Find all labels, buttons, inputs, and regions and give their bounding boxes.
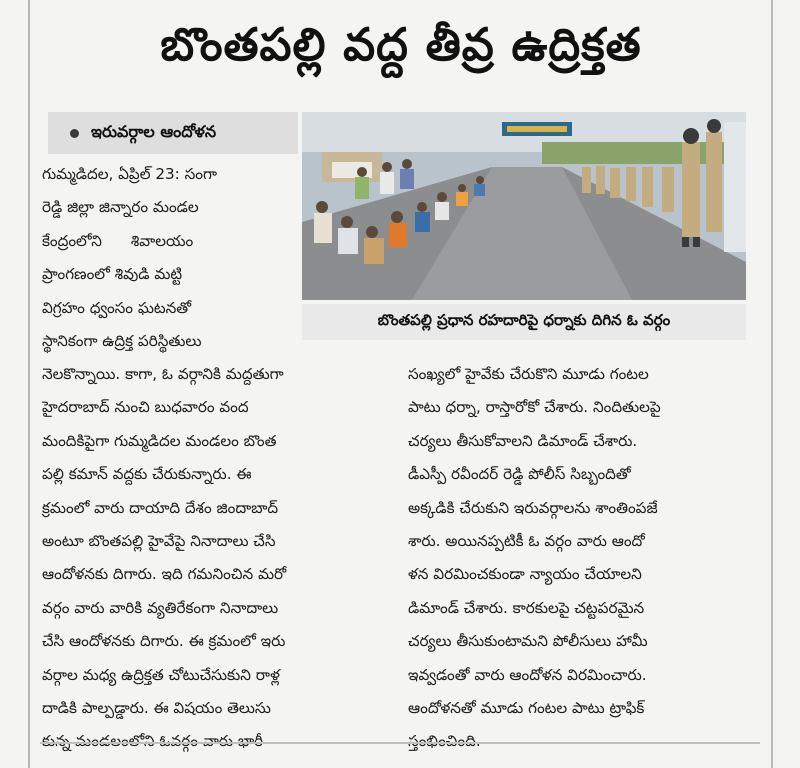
text-line: వర్గాల మధ్య ఉద్రిక్తత చోటుచేసుకుని రాళ్ల <box>42 665 280 684</box>
news-photo <box>302 112 746 300</box>
text-line: శారు. అయినప్పటికీ ఓ వర్గం వారు ఆందో <box>408 531 645 550</box>
text-line: చేసి ఆందోళనకు దిగారు. ఈ క్రమంలో ఇరు <box>42 632 286 651</box>
text-line: డీఎస్పీ రవీందర్ రెడ్డి పోలీస్ సిబ్బందితో <box>408 465 631 484</box>
photo-caption: బొంతపల్లి ప్రధాన రహదారిపై ధర్నాకు దిగిన ఓ వర్గం <box>302 304 746 340</box>
left-column-rule <box>28 0 30 768</box>
text-line: స్థానికంగా ఉద్రిక్త పరిస్థితులు <box>42 331 202 350</box>
text-line: హైదరాబాద్ నుంచి బుధవారం వంద <box>42 398 249 417</box>
right-column-rule <box>771 0 773 768</box>
article-column-1-top <box>42 158 298 358</box>
text-line: డిమాండ్ చేశారు. కారకులపై చట్టపరమైన <box>408 598 645 617</box>
text-line: వర్గం వారు వారికి వ్యతిరేకంగా నినాదాలు <box>42 598 279 617</box>
text-line: విగ్రహం ధ్వంసం ఘటనతో <box>42 298 192 317</box>
text-line: పాటు ధర్నా, రాస్తారోకో చేశారు. నిందితులపై <box>408 398 661 417</box>
text-line: ళన విరమించకుండా న్యాయం చేయాలని <box>408 565 642 584</box>
text-line: నెలకొన్నాయి. కాగా, ఓ వర్గానికి మద్దతుగా <box>42 365 284 383</box>
text-line: కేంద్రంలోని శివాలయం <box>42 231 194 250</box>
text-line: చర్యలు తీసుకోవాలని డిమాండ్ చేశారు. <box>408 431 638 450</box>
text-line: రెడ్డి జిల్లా జిన్నారం మండల <box>42 198 199 217</box>
text-line: అంటూ బొంతపల్లి హైవేపై నినాదాలు చేసి <box>42 531 276 550</box>
text-line: గుమ్మడిదల, ఏప్రిల్ 23: సంగా <box>42 165 217 183</box>
bullet-icon <box>70 129 79 138</box>
headline: బొంతపల్లి వద్ద తీవ్ర ఉద్రిక్తత <box>160 18 642 71</box>
text-line: ప్రాంగణంలో శివుడి మట్టి <box>42 265 183 284</box>
kicker-text: ఇరువర్గాల ఆందోళన <box>91 121 217 141</box>
text-line: దాడికి పాల్పడ్డారు. ఈ విషయం తెలుసు <box>42 698 271 717</box>
article-column-1-bottom <box>42 358 392 759</box>
protest-photo-illustration <box>302 112 746 300</box>
text-line: ఇవ్వడంతో వారు ఆందోళన విరమించారు. <box>408 665 647 684</box>
bottom-rule <box>40 742 760 744</box>
text-line: సంఖ్యలో హైవేకు చేరుకొని మూడు గంటల <box>408 365 649 383</box>
text-line: మందికిపైగా గుమ్మడిదల మండలం బొంత <box>42 431 277 450</box>
text-line: క్రమంలో వారు దాయాది దేశం జిందాబాద్ <box>42 498 279 517</box>
text-line: పల్లి కమాన్ వద్దకు చేరుకున్నారు. ఈ <box>42 465 252 484</box>
kicker <box>48 112 298 154</box>
text-line: ఆందోళనతో మూడు గంటల పాటు ట్రాఫిక్ <box>408 698 645 717</box>
text-line: చర్యలు తీసుకుంటామని పోలీసులు హామీ <box>408 632 648 651</box>
text-line: ఆందోళనకు దిగారు. ఇది గమనించిన మరో <box>42 565 287 584</box>
text-line: అక్కడికి చేరుకుని ఇరువర్గాలను శాంతింపజే <box>408 498 658 517</box>
article-column-2 <box>408 358 748 759</box>
